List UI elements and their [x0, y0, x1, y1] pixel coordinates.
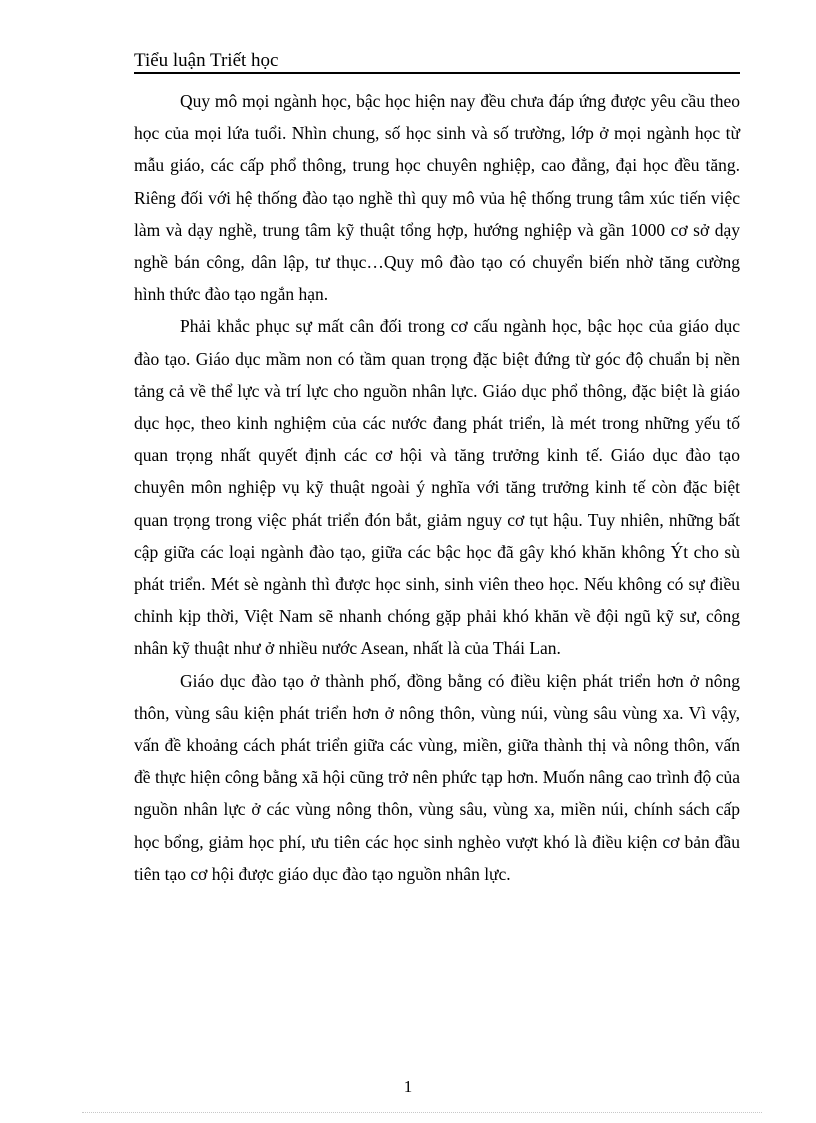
document-body — [134, 85, 740, 890]
footer-divider — [82, 1112, 762, 1113]
page-number: 1 — [403, 1077, 413, 1096]
paragraph-1: Quy mô mọi ngành học, bậc học hiện nay đều chưa đáp ứng được yêu cầu theo học của mọi lứa tuổi. Nhìn chung, số học sinh và số trường, lớp ở mọi ngành học từ mẫu giáo, các cấp phổ thông, trung học chuyên nghiệp, cao đẳng, đại học đều tăng. Riêng đối với hệ thống đào tạo nghề thì quy mô vủa hệ thống trung tâm xúc tiến việc làm và dạy nghề, trung tâm kỹ thuật tổng hợp, hướng nghiệp và gần 1000 cơ sở dạy nghề bán công, dân lập, tư thục…Quy mô đào tạo có chuyển biến nhờ tăng cường hình thức đào tạo ngắn hạn. — [134, 91, 740, 305]
page-header — [134, 48, 740, 74]
header-title: Tiểu luận Triết học — [134, 50, 279, 71]
paragraph-2: Phải khắc phục sự mất cân đối trong cơ cấu ngành học, bậc học của giáo dục đào tạo. Giáo dục mầm non có tầm quan trọng đặc biệt đứng từ góc độ chuẩn bị nền tảng cả về thể lực và trí lực cho nguồn nhân lực. Giáo dục phổ thông, đặc biệt là giáo dục học, theo kinh nghiệm của các nước đang phát triển, là mét trong những yếu tố quan trọng nhất quyết định các cơ hội và tăng trưởng kinh tế. Giáo dục đào tạo chuyên môn nghiệp vụ kỹ thuật ngoài ý nghĩa với tăng trưởng kinh tế còn đặc biệt quan trọng trong việc phát triển đón bắt, giảm nguy cơ tụt hậu. Tuy nhiên, những bất cập giữa các loại ngành đào tạo, giữa các bậc học đã gây khó khăn không Ýt cho sù phát triển. Mét sè ngành thì được học sinh, sinh viên theo học. Nếu không có sự điều chỉnh kịp thời, Việt Nam sẽ nhanh chóng gặp phải khó khăn về đội ngũ kỹ sư, công nhân kỹ thuật như ở nhiều nước Asean, nhất là của Thái Lan. — [134, 316, 740, 659]
paragraph-3: Giáo dục đào tạo ở thành phố, đồng bằng có điều kiện phát triển hơn ở nông thôn, vùng sâu kiện phát triển hơn ở nông thôn, vùng núi, vùng sâu vùng xa. Vì vậy, vấn đề khoảng cách phát triển giữa các vùng, miền, giữa thành thị và nông thôn, vấn đề thực hiện công bằng xã hội cũng trở nên phức tạp hơn. Muốn nâng cao trình độ của nguồn nhân lực ở các vùng nông thôn, vùng sâu, vùng xa, miền núi, chính sách cấp học bổng, giảm học phí, ưu tiên các học sinh nghèo vượt khó là điều kiện cơ bản đầu tiên tạo cơ hội được giáo dục đào tạo nguồn nhân lực. — [134, 670, 740, 884]
